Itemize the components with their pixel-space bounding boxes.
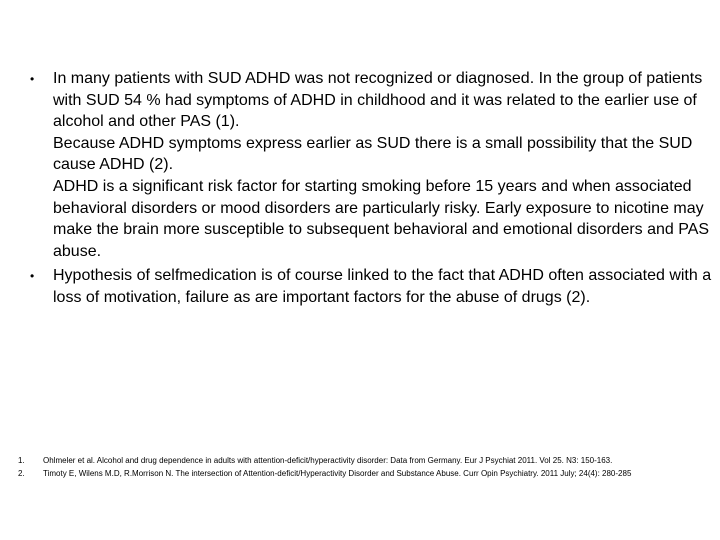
reference-number: 2. xyxy=(18,469,25,478)
bullet-paragraph: Hypothesis of selfmedication is of course linked to the fact that ADHD often associated with a loss of motivation, failure as are important factors for the abuse of drugs (2). xyxy=(53,267,712,306)
reference-item xyxy=(18,455,708,467)
bullet-paragraph: Because ADHD symptoms express earlier as SUD there is a small possibility that the SUD cause ADHD (2). xyxy=(53,134,693,174)
bullet-paragraph: In many patients with SUD ADHD was not recognized or diagnosed. In the group of patients with SUD 54 % had symptoms of ADHD in childhood and it was related to the earlier use of alcohol and other PAS (1). xyxy=(53,70,703,131)
bullet-item xyxy=(24,265,714,308)
bullet-paragraph: ADHD is a significant risk factor for starting smoking before 15 years and when associated behavioral disorders or mood disorders are particularly risky. Early exposure to nicotine may make the brain more susceptible to subsequent behavioral and emotional disorders and PAS abuse. xyxy=(53,177,710,260)
reference-text: Ohlmeler et al. Alcohol and drug dependence in adults with attention-deficit/hyperactivity disorder: Data from Germany. Eur J Psychiat 2011. Vol 25. N3: 150-163. xyxy=(43,456,613,465)
bullet-list xyxy=(24,68,714,309)
reference-number: 1. xyxy=(18,456,25,465)
bullet-dot-icon: • xyxy=(30,72,35,86)
reference-list xyxy=(18,455,708,481)
reference-text: Timoty E, Wilens M.D, R.Morrison N. The intersection of Attention-deficit/Hyperactivity Disorder and Substance Abuse. Curr Opin Psychiatry. 2011 July; 24(4): 280-285 xyxy=(43,469,632,478)
bullet-item xyxy=(24,68,714,262)
reference-item xyxy=(18,468,708,480)
bullet-dot-icon: • xyxy=(30,269,35,284)
